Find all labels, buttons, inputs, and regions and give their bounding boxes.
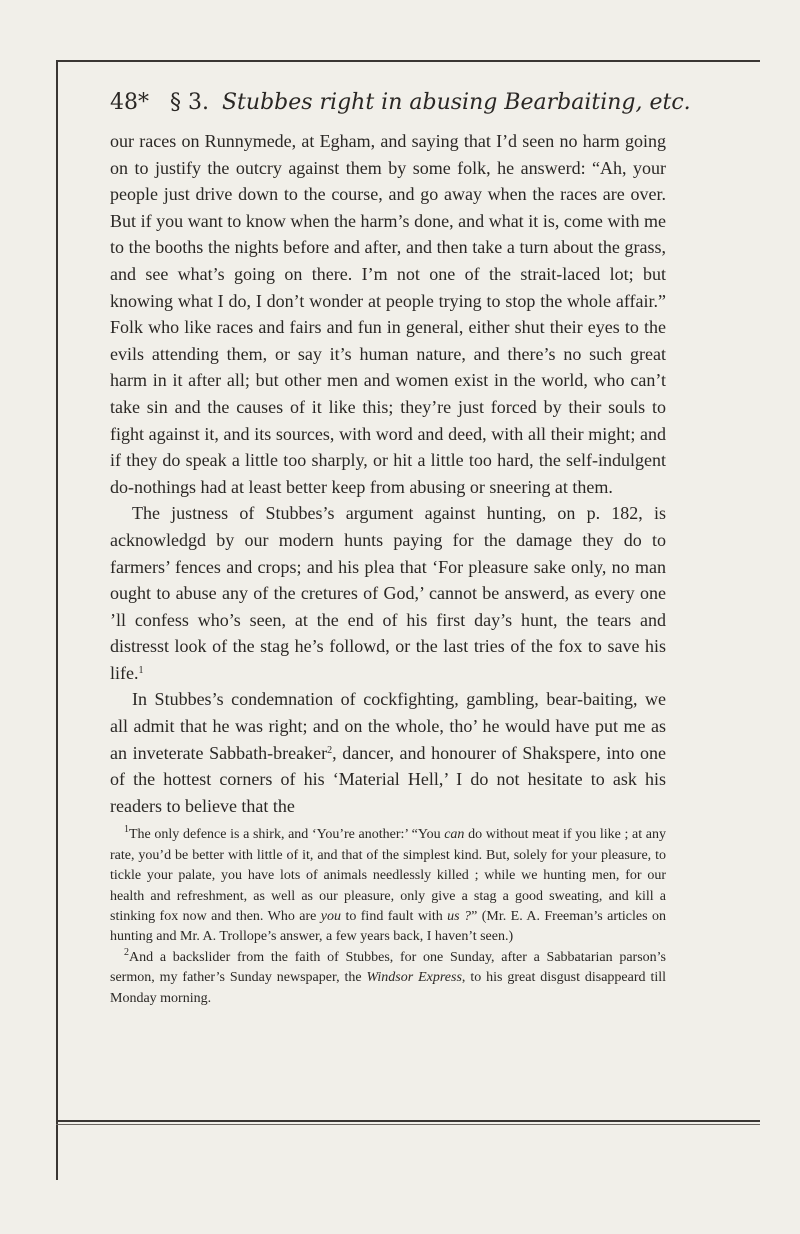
paragraph-1: our races on Runnymede, at Egham, and saying that I’d seen no harm going on to justify the outcry against them by some folk, he answerd: “Ah, your people just drive down to the course, and go away when the races are over. But if you want to know when the harm’s done, and what it is, come with me to the booths the nights before and after, and then take a turn about the grass, and see what’s going on there. I’m not one of the strait-laced lot; but knowing what I do, I don’t wonder at people trying to stop the whole affair.” Folk who like races and fairs and fun in general, either shut their eyes to the evils attending them, or say it’s human nature, and there’s no such great harm in it after all; but other men and women exist in the world, who can’t take sin and the causes of it like this; they’re just forced by their souls to fight against it, and its sources, with word and deed, with all their might; and if they do speak a little too sharply, or hit a little too hard, the self-indulgent do-nothings had at least better keep from abusing or sneering at them.: [110, 131, 666, 497]
body-text: [110, 128, 666, 819]
page-number: 48*: [110, 90, 149, 115]
footnote-2: [110, 948, 666, 1009]
paragraph-2-text: The justness of Stubbes’s argument against hunting, on p. 182, is acknowledgd by our modern hunts paying for the damage they do to farmers’ fences and crops; and his plea that ‘For pleasure sake only, no man ought to abuse any of the cretures of God,’ cannot be answerd, as every one ’ll confess who’s seen, at the end of his first day’s hunt, the tears and distresst look of the stag he’s followd, or the last tries of the fox to save his life.: [110, 503, 666, 683]
page-border-left: [56, 60, 58, 1180]
footnote-ref-1: 1: [138, 664, 144, 676]
footnote-2-mark: 2: [124, 946, 129, 958]
footnote-1-mark: 1: [124, 824, 129, 836]
footnote-2-em-newspaper: Windsor Express: [366, 970, 462, 986]
page-border-top: [56, 60, 760, 62]
footnote-2-text-b: , to his great disgust disappeard till Monday morning.: [110, 970, 667, 1006]
footnote-1: [110, 825, 666, 947]
running-title: Stubbes right in abusing Bearbaiting, etc.: [221, 90, 691, 115]
footnote-1-text-a: The only defence is a shirk, and ‘You’re another:’ “You: [129, 827, 445, 843]
footnote-1-em-us: us ?: [447, 909, 472, 925]
footnote-2-text-a: And a backslider from the faith of Stubbes, for one Sunday, after a Sabbatarian parson’s sermon, my father’s Sunday newspaper, the: [110, 949, 666, 986]
paragraph-2: [110, 500, 666, 686]
paragraph-3: [110, 686, 666, 819]
footnote-1-text-d: ” (Mr. E. A. Freeman’s articles on hunting and Mr. A. Trollope’s answer, a few years back, I haven’t seen.): [110, 909, 666, 945]
book-page: [110, 88, 691, 1009]
footnote-ref-2: 2: [327, 744, 333, 756]
page-border-bottom: [56, 1120, 760, 1122]
paragraph-3-text-b: , dancer, and honourer of Shakspere, into one of the hottest corners of his ‘Material Hell,’ I do not hesitate to ask his readers to believe that the: [110, 742, 666, 816]
section-number: § 3.: [170, 90, 209, 115]
page-border-bottom-inner: [56, 1124, 760, 1125]
footnote-1-em-can: can: [444, 827, 465, 843]
paragraph-3-text-a: In Stubbes’s condemnation of cockfighting, gambling, bear-baiting, we all admit that he was right; and on the whole, tho’ he would have put me as an inveterate Sabbath-breaker: [110, 689, 666, 763]
footnote-1-em-you: you: [320, 909, 342, 925]
footnotes: [110, 825, 666, 1009]
footnote-1-text-c: to find fault with: [341, 909, 448, 925]
footnote-1-text-b: do without meat if you like ; at any rate, you’d be better with little of it, and that of the simplest kind. But, solely for your pleasure, to tickle your palate, you have lots of animals needlessly killed ; while we hunting men, for our health and refreshment, as well as our pleasure, only give a stag a good sweating, and kill a stinking fox now and then. Who are: [110, 827, 666, 925]
running-header: [110, 88, 691, 118]
